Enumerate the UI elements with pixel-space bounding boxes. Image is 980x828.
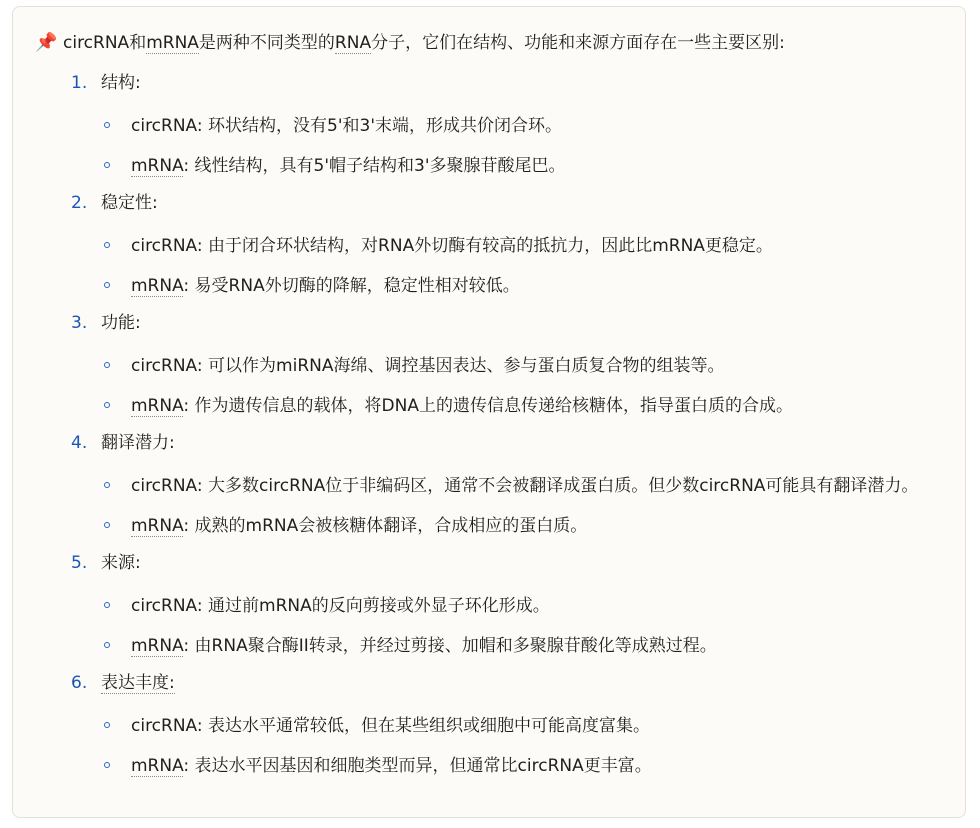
intro-line xyxy=(35,31,785,55)
item-term: circRNA xyxy=(131,596,197,616)
bullet-circle-icon xyxy=(104,522,110,528)
item-term[interactable]: mRNA xyxy=(131,396,184,416)
section-title[interactable]: 表达丰度: xyxy=(101,673,175,693)
bullet-circle-icon xyxy=(104,122,110,128)
item-text: : 线性结构，具有5'帽子结构和3'多聚腺苷酸尾巴。 xyxy=(183,156,566,176)
list-item xyxy=(71,351,951,381)
section-title: 功能: xyxy=(101,313,141,333)
section-number: 4. xyxy=(71,433,88,453)
item-text: : 由于闭合环状结构，对RNA外切酶有较高的抵抗力，因此比mRNA更稳定。 xyxy=(196,236,773,256)
bullet-circle-icon xyxy=(104,242,110,248)
intro-term-rna[interactable]: RNA xyxy=(334,33,372,53)
section-function xyxy=(71,311,951,421)
section-structure xyxy=(71,71,951,181)
item-term: circRNA xyxy=(131,236,197,256)
bullet-circle-icon xyxy=(104,282,110,288)
item-term[interactable]: mRNA xyxy=(131,756,184,776)
section-heading xyxy=(71,191,951,215)
item-text: : 成熟的mRNA会被核糖体翻译，合成相应的蛋白质。 xyxy=(183,516,588,536)
item-term[interactable]: mRNA xyxy=(131,636,184,656)
intro-text-2: 是两种不同类型的 xyxy=(198,33,335,53)
item-term[interactable]: mRNA xyxy=(131,276,184,296)
bullet-circle-icon xyxy=(104,762,110,768)
section-title: 结构: xyxy=(101,73,141,93)
section-number: 6. xyxy=(71,673,88,693)
bullet-circle-icon xyxy=(104,722,110,728)
list-item xyxy=(71,231,951,261)
item-text: : 表达水平通常较低，但在某些组织或细胞中可能高度富集。 xyxy=(196,716,651,736)
item-term: circRNA xyxy=(131,476,197,496)
section-heading xyxy=(71,311,951,335)
section-number: 3. xyxy=(71,313,88,333)
section-translation-potential xyxy=(71,431,951,541)
list-item xyxy=(71,591,951,621)
pushpin-icon: 📌 xyxy=(35,32,58,53)
list-item xyxy=(71,271,951,301)
comparison-list xyxy=(71,71,951,791)
intro-text-3: 分子，它们在结构、功能和来源方面存在一些主要区别: xyxy=(371,33,785,53)
list-item xyxy=(71,391,951,421)
answer-card xyxy=(12,6,966,818)
section-heading xyxy=(71,71,951,95)
list-item xyxy=(71,631,951,661)
list-item xyxy=(71,111,951,141)
bullet-circle-icon xyxy=(104,362,110,368)
item-text: : 作为遗传信息的载体，将DNA上的遗传信息传递给核糖体，指导蛋白质的合成。 xyxy=(183,396,793,416)
list-item xyxy=(71,151,951,181)
intro-text-1: circRNA和 xyxy=(63,33,147,53)
bullet-circle-icon xyxy=(104,482,110,488)
section-title: 翻译潜力: xyxy=(101,433,175,453)
section-heading xyxy=(71,431,951,455)
section-number: 1. xyxy=(71,73,88,93)
item-term[interactable]: mRNA xyxy=(131,516,184,536)
bullet-circle-icon xyxy=(104,162,110,168)
item-text: : 通过前mRNA的反向剪接或外显子环化形成。 xyxy=(196,596,550,616)
bullet-circle-icon xyxy=(104,402,110,408)
section-heading xyxy=(71,671,951,695)
item-text: : 环状结构，没有5'和3'末端，形成共价闭合环。 xyxy=(196,116,563,136)
bullet-circle-icon xyxy=(104,642,110,648)
section-heading xyxy=(71,551,951,575)
item-text: : 表达水平因基因和细胞类型而异，但通常比circRNA更丰富。 xyxy=(183,756,652,776)
intro-term-mrna[interactable]: mRNA xyxy=(146,33,199,53)
item-text: : 可以作为miRNA海绵、调控基因表达、参与蛋白质复合物的组装等。 xyxy=(196,356,725,376)
list-item xyxy=(71,511,951,541)
item-text: : 大多数circRNA位于非编码区，通常不会被翻译成蛋白质。但少数circRNA可能具有翻译潜力。 xyxy=(196,476,919,496)
section-number: 5. xyxy=(71,553,88,573)
section-origin xyxy=(71,551,951,661)
section-title: 稳定性: xyxy=(101,193,158,213)
section-number: 2. xyxy=(71,193,88,213)
item-text: : 易受RNA外切酶的降解，稳定性相对较低。 xyxy=(183,276,520,296)
section-expression-abundance xyxy=(71,671,951,781)
section-title: 来源: xyxy=(101,553,141,573)
bullet-circle-icon xyxy=(104,602,110,608)
list-item xyxy=(71,471,951,501)
item-term[interactable]: mRNA xyxy=(131,156,184,176)
item-term: circRNA xyxy=(131,716,197,736)
item-term: circRNA xyxy=(131,356,197,376)
list-item xyxy=(71,751,951,781)
list-item xyxy=(71,711,951,741)
item-term: circRNA xyxy=(131,116,197,136)
section-stability xyxy=(71,191,951,301)
item-text: : 由RNA聚合酶II转录，并经过剪接、加帽和多聚腺苷酸化等成熟过程。 xyxy=(183,636,717,656)
